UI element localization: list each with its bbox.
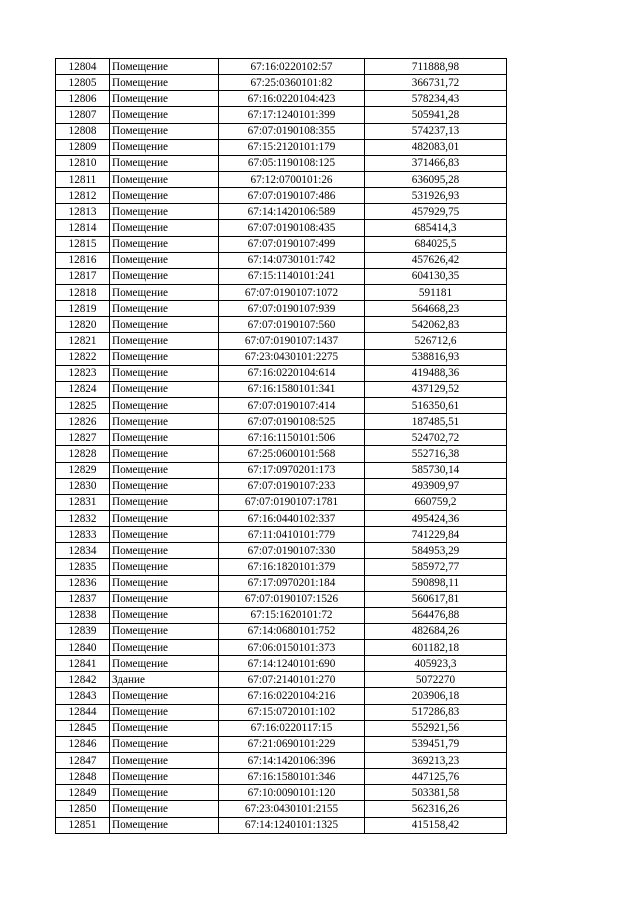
table-row [56,155,507,171]
table-row [56,672,507,688]
cadastral-value-cell: 493909,97 [365,478,507,494]
object-type-cell: Помещение [110,414,219,430]
row-number-cell: 12848 [56,769,110,785]
object-type-cell: Помещение [110,268,219,284]
cadastral-number-cell: 67:16:1580101:346 [219,769,365,785]
cadastral-value-cell: 366731,72 [365,75,507,91]
object-type-cell: Помещение [110,59,219,75]
object-type-cell: Помещение [110,736,219,752]
cadastral-value-cell: 585730,14 [365,462,507,478]
object-type-cell: Помещение [110,656,219,672]
cadastral-value-cell: 495424,36 [365,510,507,526]
object-type-cell: Помещение [110,397,219,413]
object-type-cell: Помещение [110,139,219,155]
table-row [56,381,507,397]
cadastral-value-cell: 585972,77 [365,559,507,575]
table-row [56,623,507,639]
object-type-cell: Помещение [110,236,219,252]
cadastral-number-cell: 67:23:0430101:2275 [219,349,365,365]
cadastral-value-cell: 574237,13 [365,123,507,139]
table-row [56,268,507,284]
row-number-cell: 12811 [56,171,110,187]
cadastral-number-cell: 67:23:0430101:2155 [219,801,365,817]
object-type-cell: Помещение [110,91,219,107]
row-number-cell: 12817 [56,268,110,284]
row-number-cell: 12821 [56,333,110,349]
cadastral-value-cell: 447125,76 [365,769,507,785]
cadastral-value-cell: 604130,35 [365,268,507,284]
cadastral-number-cell: 67:15:1140101:241 [219,268,365,284]
row-number-cell: 12849 [56,785,110,801]
row-number-cell: 12831 [56,494,110,510]
object-type-cell: Помещение [110,478,219,494]
row-number-cell: 12842 [56,672,110,688]
cadastral-value-cell: 590898,11 [365,575,507,591]
cadastral-value-cell: 685414,3 [365,220,507,236]
cadastral-value-cell: 437129,52 [365,381,507,397]
object-type-cell: Помещение [110,188,219,204]
row-number-cell: 12846 [56,736,110,752]
object-type-cell: Помещение [110,510,219,526]
row-number-cell: 12823 [56,365,110,381]
cadastral-value-cell: 552921,56 [365,720,507,736]
cadastral-value-cell: 187485,51 [365,414,507,430]
cadastral-value-cell: 203906,18 [365,688,507,704]
cadastral-number-cell: 67:07:0190107:560 [219,317,365,333]
cadastral-value-table [55,58,507,834]
object-type-cell: Помещение [110,155,219,171]
cadastral-value-cell: 542062,83 [365,317,507,333]
table-row [56,430,507,446]
cadastral-number-cell: 67:16:0220104:614 [219,365,365,381]
table-row [56,252,507,268]
cadastral-number-cell: 67:15:2120101:179 [219,139,365,155]
table-row [56,736,507,752]
cadastral-value-cell: 636095,28 [365,171,507,187]
table-row [56,139,507,155]
table-row [56,333,507,349]
row-number-cell: 12804 [56,59,110,75]
row-number-cell: 12813 [56,204,110,220]
object-type-cell: Помещение [110,753,219,769]
table-row [56,478,507,494]
table-row [56,171,507,187]
object-type-cell: Помещение [110,704,219,720]
cadastral-value-cell: 538816,93 [365,349,507,365]
table-row [56,527,507,543]
table-row [56,785,507,801]
cadastral-value-cell: 591181 [365,284,507,300]
table-row [56,769,507,785]
cadastral-number-cell: 67:07:0190107:939 [219,301,365,317]
row-number-cell: 12816 [56,252,110,268]
cadastral-number-cell: 67:07:0190107:499 [219,236,365,252]
cadastral-value-cell: 516350,61 [365,397,507,413]
cadastral-number-cell: 67:14:0730101:742 [219,252,365,268]
row-number-cell: 12834 [56,543,110,559]
cadastral-number-cell: 67:16:0220117:15 [219,720,365,736]
row-number-cell: 12851 [56,817,110,833]
cadastral-number-cell: 67:11:0410101:779 [219,527,365,543]
row-number-cell: 12830 [56,478,110,494]
cadastral-number-cell: 67:07:0190107:1781 [219,494,365,510]
table-row [56,462,507,478]
cadastral-value-cell: 405923,3 [365,656,507,672]
table-row [56,188,507,204]
object-type-cell: Помещение [110,801,219,817]
row-number-cell: 12845 [56,720,110,736]
cadastral-number-cell: 67:06:0150101:373 [219,640,365,656]
cadastral-value-cell: 564476,88 [365,607,507,623]
cadastral-value-cell: 369213,23 [365,753,507,769]
object-type-cell: Помещение [110,317,219,333]
row-number-cell: 12808 [56,123,110,139]
cadastral-number-cell: 67:16:1150101:506 [219,430,365,446]
object-type-cell: Здание [110,672,219,688]
object-type-cell: Помещение [110,284,219,300]
object-type-cell: Помещение [110,220,219,236]
object-type-cell: Помещение [110,107,219,123]
row-number-cell: 12812 [56,188,110,204]
table-row [56,75,507,91]
table-body [56,59,507,834]
object-type-cell: Помещение [110,252,219,268]
cadastral-number-cell: 67:16:1580101:341 [219,381,365,397]
cadastral-number-cell: 67:15:1620101:72 [219,607,365,623]
row-number-cell: 12815 [56,236,110,252]
row-number-cell: 12835 [56,559,110,575]
object-type-cell: Помещение [110,527,219,543]
row-number-cell: 12826 [56,414,110,430]
table-row [56,220,507,236]
object-type-cell: Помещение [110,575,219,591]
table-row [56,704,507,720]
cadastral-number-cell: 67:07:0190107:486 [219,188,365,204]
table-row [56,59,507,75]
object-type-cell: Помещение [110,559,219,575]
object-type-cell: Помещение [110,640,219,656]
object-type-cell: Помещение [110,623,219,639]
cadastral-value-cell: 531926,93 [365,188,507,204]
row-number-cell: 12838 [56,607,110,623]
object-type-cell: Помещение [110,769,219,785]
table-row [56,753,507,769]
cadastral-value-cell: 684025,5 [365,236,507,252]
row-number-cell: 12828 [56,446,110,462]
row-number-cell: 12827 [56,430,110,446]
row-number-cell: 12840 [56,640,110,656]
table-row [56,510,507,526]
cadastral-number-cell: 67:14:0680101:752 [219,623,365,639]
object-type-cell: Помещение [110,446,219,462]
cadastral-number-cell: 67:14:1420106:589 [219,204,365,220]
cadastral-number-cell: 67:16:0220102:57 [219,59,365,75]
object-type-cell: Помещение [110,430,219,446]
table-row [56,236,507,252]
object-type-cell: Помещение [110,462,219,478]
object-type-cell: Помещение [110,785,219,801]
row-number-cell: 12836 [56,575,110,591]
cadastral-value-cell: 505941,28 [365,107,507,123]
cadastral-value-cell: 560617,81 [365,591,507,607]
object-type-cell: Помещение [110,817,219,833]
cadastral-value-cell: 601182,18 [365,640,507,656]
row-number-cell: 12825 [56,397,110,413]
object-type-cell: Помещение [110,204,219,220]
table-row [56,365,507,381]
cadastral-value-cell: 503381,58 [365,785,507,801]
cadastral-value-cell: 711888,98 [365,59,507,75]
object-type-cell: Помещение [110,123,219,139]
cadastral-value-cell: 482083,01 [365,139,507,155]
row-number-cell: 12850 [56,801,110,817]
row-number-cell: 12839 [56,623,110,639]
cadastral-number-cell: 67:16:0220104:216 [219,688,365,704]
cadastral-number-cell: 67:07:0190107:1072 [219,284,365,300]
object-type-cell: Помещение [110,349,219,365]
row-number-cell: 12837 [56,591,110,607]
table-row [56,656,507,672]
cadastral-number-cell: 67:07:0190107:330 [219,543,365,559]
cadastral-value-cell: 584953,29 [365,543,507,559]
cadastral-value-cell: 415158,42 [365,817,507,833]
row-number-cell: 12841 [56,656,110,672]
row-number-cell: 12809 [56,139,110,155]
table-row [56,317,507,333]
row-number-cell: 12810 [56,155,110,171]
row-number-cell: 12807 [56,107,110,123]
row-number-cell: 12806 [56,91,110,107]
table-row [56,414,507,430]
cadastral-number-cell: 67:16:0220104:423 [219,91,365,107]
cadastral-value-cell: 524702,72 [365,430,507,446]
object-type-cell: Помещение [110,301,219,317]
cadastral-number-cell: 67:07:0190107:233 [219,478,365,494]
table-row [56,817,507,833]
cadastral-number-cell: 67:14:1240101:690 [219,656,365,672]
cadastral-number-cell: 67:07:0190108:355 [219,123,365,139]
cadastral-number-cell: 67:17:1240101:399 [219,107,365,123]
object-type-cell: Помещение [110,381,219,397]
cadastral-value-cell: 457929,75 [365,204,507,220]
cadastral-value-cell: 526712,6 [365,333,507,349]
object-type-cell: Помещение [110,333,219,349]
table-row [56,91,507,107]
object-type-cell: Помещение [110,688,219,704]
cadastral-number-cell: 67:14:1240101:1325 [219,817,365,833]
cadastral-number-cell: 67:21:0690101:229 [219,736,365,752]
object-type-cell: Помещение [110,365,219,381]
cadastral-number-cell: 67:07:0190107:1437 [219,333,365,349]
cadastral-value-cell: 741229,84 [365,527,507,543]
table-row [56,123,507,139]
table-row [56,575,507,591]
cadastral-value-cell: 578234,43 [365,91,507,107]
cadastral-value-cell: 419488,36 [365,365,507,381]
cadastral-number-cell: 67:16:0440102:337 [219,510,365,526]
cadastral-number-cell: 67:07:0190108:435 [219,220,365,236]
row-number-cell: 12820 [56,317,110,333]
table-row [56,559,507,575]
table-row [56,720,507,736]
table-row [56,640,507,656]
row-number-cell: 12843 [56,688,110,704]
object-type-cell: Помещение [110,607,219,623]
cadastral-number-cell: 67:07:0190107:1526 [219,591,365,607]
row-number-cell: 12829 [56,462,110,478]
cadastral-value-cell: 482684,26 [365,623,507,639]
row-number-cell: 12832 [56,510,110,526]
cadastral-value-cell: 457626,42 [365,252,507,268]
table-row [56,607,507,623]
cadastral-value-cell: 371466,83 [365,155,507,171]
table-row [56,543,507,559]
cadastral-number-cell: 67:12:0700101:26 [219,171,365,187]
row-number-cell: 12819 [56,301,110,317]
table-row [56,688,507,704]
table-row [56,494,507,510]
row-number-cell: 12847 [56,753,110,769]
cadastral-number-cell: 67:25:0600101:568 [219,446,365,462]
object-type-cell: Помещение [110,543,219,559]
table-row [56,107,507,123]
cadastral-number-cell: 67:07:0190108:525 [219,414,365,430]
table-row [56,591,507,607]
row-number-cell: 12814 [56,220,110,236]
object-type-cell: Помещение [110,171,219,187]
cadastral-value-cell: 564668,23 [365,301,507,317]
row-number-cell: 12818 [56,284,110,300]
cadastral-number-cell: 67:16:1820101:379 [219,559,365,575]
object-type-cell: Помещение [110,494,219,510]
cadastral-value-cell: 660759,2 [365,494,507,510]
cadastral-number-cell: 67:25:0360101:82 [219,75,365,91]
table-row [56,397,507,413]
table-row [56,801,507,817]
row-number-cell: 12822 [56,349,110,365]
cadastral-value-cell: 539451,79 [365,736,507,752]
cadastral-value-cell: 5072270 [365,672,507,688]
cadastral-number-cell: 67:15:0720101:102 [219,704,365,720]
cadastral-number-cell: 67:17:0970201:184 [219,575,365,591]
cadastral-number-cell: 67:07:0190107:414 [219,397,365,413]
cadastral-number-cell: 67:10:0090101:120 [219,785,365,801]
row-number-cell: 12833 [56,527,110,543]
cadastral-value-cell: 562316,26 [365,801,507,817]
cadastral-value-cell: 517286,83 [365,704,507,720]
cadastral-number-cell: 67:17:0970201:173 [219,462,365,478]
table-row [56,349,507,365]
table-row [56,204,507,220]
cadastral-number-cell: 67:05:1190108:125 [219,155,365,171]
row-number-cell: 12824 [56,381,110,397]
cadastral-number-cell: 67:14:1420106:396 [219,753,365,769]
row-number-cell: 12805 [56,75,110,91]
cadastral-number-cell: 67:07:2140101:270 [219,672,365,688]
table-row [56,284,507,300]
object-type-cell: Помещение [110,75,219,91]
table-row [56,301,507,317]
row-number-cell: 12844 [56,704,110,720]
object-type-cell: Помещение [110,591,219,607]
object-type-cell: Помещение [110,720,219,736]
cadastral-value-cell: 552716,38 [365,446,507,462]
table-row [56,446,507,462]
